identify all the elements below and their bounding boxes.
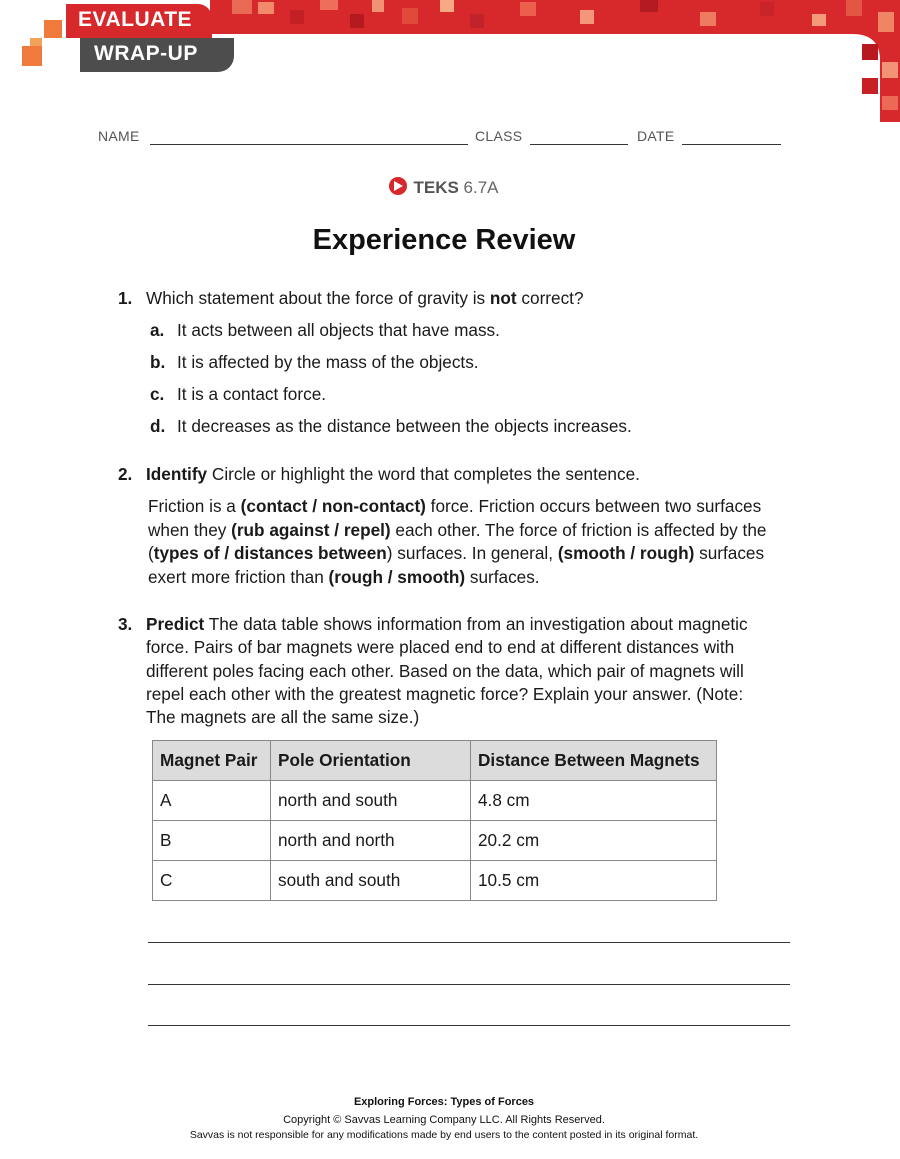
page-title: Experience Review: [312, 224, 576, 256]
column-header: Pole Orientation: [271, 741, 471, 781]
table-row: [153, 781, 717, 821]
table-cell: 4.8 cm: [471, 781, 717, 821]
paragraph-text: Friction is a: [148, 496, 241, 516]
footer-disclaimer: Savvas is not responsible for any modifications made by end users to the content posted in its original format.: [189, 1129, 699, 1141]
table-cell: C: [153, 861, 271, 901]
answer-option-b[interactable]: b. It is affected by the mass of the objects.: [150, 352, 479, 372]
choice-option[interactable]: types of / distances between: [153, 543, 387, 563]
cloze-paragraph[interactable]: [148, 495, 798, 589]
table-row: [153, 861, 717, 901]
paragraph-text: (: [148, 543, 154, 563]
answer-line[interactable]: [148, 1025, 790, 1026]
paragraph-text: when they: [148, 519, 232, 540]
date-label: DATE: [637, 128, 675, 144]
table-cell: south and south: [271, 861, 471, 901]
teks-standard: [0, 177, 888, 198]
paragraph-line: [148, 566, 798, 590]
question-number: 3.: [118, 614, 133, 634]
choice-option[interactable]: (rough / smooth): [328, 566, 466, 587]
name-blank[interactable]: [150, 144, 468, 145]
choice-option[interactable]: (contact / non-contact): [240, 496, 426, 516]
column-header: Magnet Pair: [153, 741, 271, 781]
paragraph-text: surfaces.: [465, 566, 540, 587]
table-header-row: [153, 741, 717, 781]
table-cell: north and south: [271, 781, 471, 821]
footer-copyright: Copyright © Savvas Learning Company LLC. All Rights Reserved.: [283, 1114, 605, 1126]
choice-option[interactable]: (smooth / rough): [557, 543, 695, 563]
paragraph-line: [148, 519, 798, 543]
question-stem: Which statement about the force of gravity is not correct?: [146, 288, 584, 308]
table-cell: 20.2 cm: [471, 821, 717, 861]
question-number: 2.: [118, 464, 133, 484]
paragraph-text: ) surfaces. In general,: [386, 543, 558, 563]
question-prompt: Predict The data table shows information from an investigation about magnetic force. Pairs of bar magnets were placed end to end at different distances with different poles facing each other. Based on the data, which pair of magnets will repel each other with the greatest magnetic force? Explain your answer. (Note: The magnets are all the same size.): [146, 614, 748, 728]
magnet-data-table: [152, 740, 717, 901]
question-number: 1.: [118, 288, 133, 308]
standard-arrow-icon: [389, 177, 407, 195]
paragraph-text: surfaces: [694, 543, 765, 563]
paragraph-text: exert more friction than: [148, 566, 329, 587]
teks-label: TEKS: [413, 178, 459, 197]
footer-book-title: Exploring Forces: Types of Forces: [353, 1096, 535, 1108]
question-prompt: Identify Circle or highlight the word that completes the sentence.: [146, 464, 640, 484]
table-row: [153, 821, 717, 861]
date-blank[interactable]: [682, 144, 781, 145]
name-label: NAME: [98, 128, 140, 144]
answer-option-a[interactable]: a. It acts between all objects that have mass.: [150, 320, 500, 340]
table-cell: B: [153, 821, 271, 861]
paragraph-line: [148, 495, 798, 519]
table-cell: 10.5 cm: [471, 861, 717, 901]
table-cell: A: [153, 781, 271, 821]
answer-option-c[interactable]: c. It is a contact force.: [150, 384, 327, 404]
teks-code: 6.7A: [463, 178, 499, 197]
table-cell: north and north: [271, 821, 471, 861]
answer-line[interactable]: [148, 984, 790, 985]
answer-option-d[interactable]: d. It decreases as the distance between the objects increases.: [150, 416, 632, 436]
paragraph-text: each other. The force of friction is affected by the: [390, 519, 767, 540]
answer-line[interactable]: [148, 942, 790, 943]
class-label: CLASS: [475, 128, 523, 144]
wrap-up-tab-label: WRAP-UP: [80, 38, 234, 72]
class-blank[interactable]: [530, 144, 628, 145]
choice-option[interactable]: (rub against / repel): [231, 519, 391, 540]
evaluate-tab-label: EVALUATE: [66, 4, 212, 38]
paragraph-line: [148, 542, 798, 566]
column-header: Distance Between Magnets: [471, 741, 717, 781]
paragraph-text: force. Friction occurs between two surfaces: [425, 496, 762, 516]
